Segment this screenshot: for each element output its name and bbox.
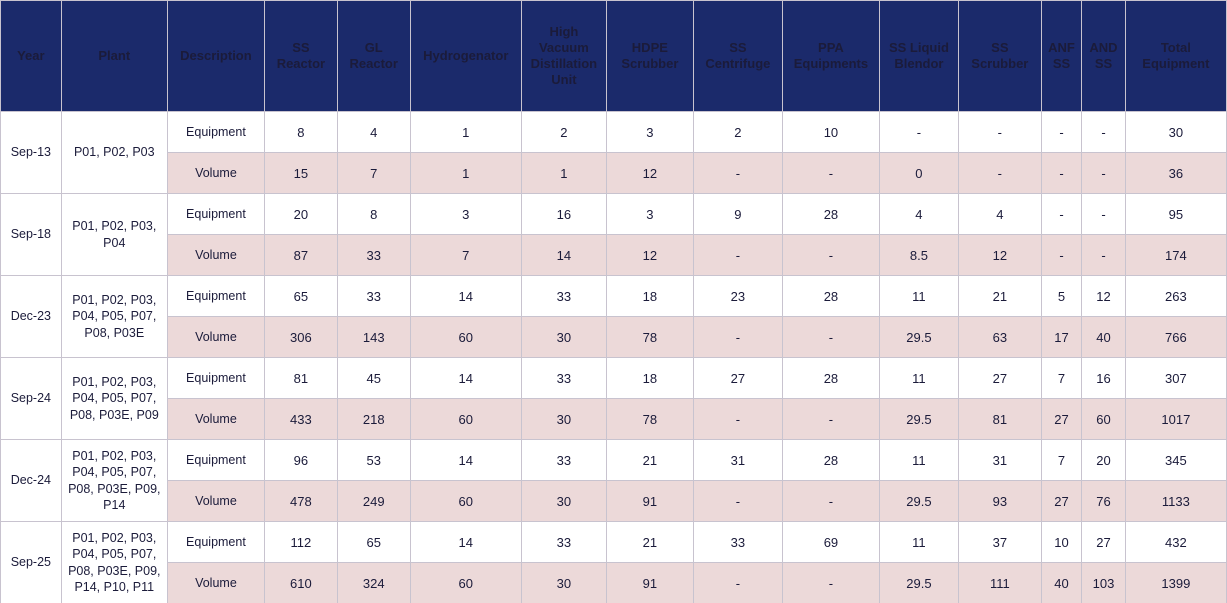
value-cell: 31 [693, 440, 782, 481]
value-cell: 45 [337, 358, 410, 399]
value-cell: 33 [521, 522, 606, 563]
value-cell: 60 [410, 317, 521, 358]
table-row [1, 235, 1227, 276]
value-cell: 14 [410, 522, 521, 563]
value-cell: 21 [958, 276, 1041, 317]
total-cell: 1399 [1125, 563, 1226, 603]
column-header-plant: Plant [61, 1, 167, 112]
value-cell: 249 [337, 481, 410, 522]
value-cell: 306 [264, 317, 337, 358]
value-cell: 11 [879, 276, 958, 317]
column-header-ss-liquid-blendor: SS Liquid Blendor [879, 1, 958, 112]
value-cell: 30 [521, 481, 606, 522]
value-cell: 112 [264, 522, 337, 563]
value-cell: 16 [521, 194, 606, 235]
value-cell: - [1041, 112, 1081, 153]
value-cell: - [958, 153, 1041, 194]
value-cell: 478 [264, 481, 337, 522]
value-cell: - [1082, 194, 1125, 235]
value-cell: 29.5 [879, 399, 958, 440]
value-cell: - [1082, 112, 1125, 153]
column-header-description: Description [167, 1, 264, 112]
value-cell: 2 [693, 112, 782, 153]
value-cell: 27 [1041, 399, 1081, 440]
value-cell: 3 [410, 194, 521, 235]
value-cell: 4 [337, 112, 410, 153]
table-row [1, 317, 1227, 358]
value-cell: 28 [782, 276, 879, 317]
description-cell: Volume [167, 563, 264, 603]
value-cell: 3 [606, 112, 693, 153]
value-cell: - [879, 112, 958, 153]
description-cell: Equipment [167, 112, 264, 153]
column-header-high-vacuum-distillation-unit: High Vacuum Distillation Unit [521, 1, 606, 112]
value-cell: 18 [606, 276, 693, 317]
value-cell: - [1041, 194, 1081, 235]
value-cell: 12 [606, 153, 693, 194]
value-cell: - [782, 235, 879, 276]
description-cell: Volume [167, 481, 264, 522]
description-cell: Equipment [167, 358, 264, 399]
value-cell: 69 [782, 522, 879, 563]
plant-cell: P01, P02, P03, P04, P05, P07, P08, P03E [61, 276, 167, 358]
value-cell: 14 [410, 276, 521, 317]
value-cell: 40 [1082, 317, 1125, 358]
value-cell: - [1041, 153, 1081, 194]
description-cell: Volume [167, 399, 264, 440]
value-cell: 1 [410, 112, 521, 153]
total-cell: 307 [1125, 358, 1226, 399]
value-cell: 103 [1082, 563, 1125, 603]
column-header-ppa-equipments: PPA Equipments [782, 1, 879, 112]
plant-cell: P01, P02, P03, P04 [61, 194, 167, 276]
column-header-ss-reactor: SS Reactor [264, 1, 337, 112]
value-cell: - [782, 317, 879, 358]
total-cell: 345 [1125, 440, 1226, 481]
value-cell: 78 [606, 317, 693, 358]
table-header [1, 1, 1227, 112]
year-cell: Dec-23 [1, 276, 62, 358]
column-header-ss-centrifuge: SS Centrifuge [693, 1, 782, 112]
value-cell: 21 [606, 440, 693, 481]
value-cell: 7 [337, 153, 410, 194]
total-cell: 1017 [1125, 399, 1226, 440]
total-cell: 95 [1125, 194, 1226, 235]
value-cell: - [1041, 235, 1081, 276]
value-cell: 96 [264, 440, 337, 481]
value-cell: - [782, 399, 879, 440]
year-cell: Dec-24 [1, 440, 62, 522]
value-cell: 33 [521, 276, 606, 317]
value-cell: 16 [1082, 358, 1125, 399]
table-body [1, 112, 1227, 603]
value-cell: 33 [337, 276, 410, 317]
column-header-ss-scrubber: SS Scrubber [958, 1, 1041, 112]
plant-cell: P01, P02, P03, P04, P05, P07, P08, P03E, P09 [61, 358, 167, 440]
value-cell: 14 [521, 235, 606, 276]
value-cell: 87 [264, 235, 337, 276]
description-cell: Equipment [167, 276, 264, 317]
value-cell: 31 [958, 440, 1041, 481]
value-cell: 7 [410, 235, 521, 276]
value-cell: 10 [1041, 522, 1081, 563]
value-cell: 10 [782, 112, 879, 153]
value-cell: - [782, 481, 879, 522]
value-cell: 0 [879, 153, 958, 194]
value-cell: 65 [337, 522, 410, 563]
value-cell: 27 [1082, 522, 1125, 563]
value-cell: 40 [1041, 563, 1081, 603]
value-cell: 78 [606, 399, 693, 440]
column-header-anf-ss: ANF SS [1041, 1, 1081, 112]
value-cell: 30 [521, 563, 606, 603]
value-cell: 29.5 [879, 563, 958, 603]
table-row [1, 522, 1227, 563]
value-cell: - [693, 481, 782, 522]
value-cell: 76 [1082, 481, 1125, 522]
value-cell: 91 [606, 481, 693, 522]
value-cell: 63 [958, 317, 1041, 358]
value-cell: 12 [606, 235, 693, 276]
value-cell: 60 [410, 563, 521, 603]
column-header-gl-reactor: GL Reactor [337, 1, 410, 112]
value-cell: 27 [958, 358, 1041, 399]
value-cell: 91 [606, 563, 693, 603]
value-cell: 20 [1082, 440, 1125, 481]
value-cell: 7 [1041, 358, 1081, 399]
value-cell: 11 [879, 522, 958, 563]
column-header-and-ss: AND SS [1082, 1, 1125, 112]
year-cell: Sep-25 [1, 522, 62, 603]
value-cell: 324 [337, 563, 410, 603]
value-cell: 12 [1082, 276, 1125, 317]
value-cell: 15 [264, 153, 337, 194]
column-header-year: Year [1, 1, 62, 112]
value-cell: - [782, 563, 879, 603]
value-cell: 9 [693, 194, 782, 235]
value-cell: - [693, 235, 782, 276]
column-header-total-equipment: Total Equipment [1125, 1, 1226, 112]
value-cell: 111 [958, 563, 1041, 603]
value-cell: 93 [958, 481, 1041, 522]
column-header-hydrogenator: Hydrogenator [410, 1, 521, 112]
table-row [1, 399, 1227, 440]
column-header-hdpe-scrubber: HDPE Scrubber [606, 1, 693, 112]
value-cell: 143 [337, 317, 410, 358]
value-cell: 28 [782, 440, 879, 481]
total-cell: 174 [1125, 235, 1226, 276]
value-cell: 33 [337, 235, 410, 276]
table-row [1, 440, 1227, 481]
value-cell: 30 [521, 317, 606, 358]
table-row [1, 276, 1227, 317]
value-cell: 14 [410, 440, 521, 481]
table-row [1, 563, 1227, 603]
value-cell: 60 [1082, 399, 1125, 440]
value-cell: - [693, 153, 782, 194]
total-cell: 36 [1125, 153, 1226, 194]
value-cell: 3 [606, 194, 693, 235]
value-cell: - [1082, 153, 1125, 194]
total-cell: 263 [1125, 276, 1226, 317]
value-cell: 33 [521, 358, 606, 399]
value-cell: 37 [958, 522, 1041, 563]
table-row [1, 358, 1227, 399]
value-cell: 29.5 [879, 317, 958, 358]
table-row [1, 194, 1227, 235]
description-cell: Volume [167, 153, 264, 194]
total-cell: 1133 [1125, 481, 1226, 522]
total-cell: 432 [1125, 522, 1226, 563]
value-cell: 4 [879, 194, 958, 235]
plant-cell: P01, P02, P03, P04, P05, P07, P08, P03E, P09, P14 [61, 440, 167, 522]
value-cell: 81 [958, 399, 1041, 440]
value-cell: 8.5 [879, 235, 958, 276]
total-cell: 766 [1125, 317, 1226, 358]
table-row [1, 153, 1227, 194]
description-cell: Volume [167, 235, 264, 276]
year-cell: Sep-13 [1, 112, 62, 194]
value-cell: 8 [337, 194, 410, 235]
value-cell: - [1082, 235, 1125, 276]
header-row [1, 1, 1227, 112]
value-cell: 17 [1041, 317, 1081, 358]
value-cell: 11 [879, 440, 958, 481]
table-row [1, 112, 1227, 153]
value-cell: 81 [264, 358, 337, 399]
value-cell: 610 [264, 563, 337, 603]
value-cell: 20 [264, 194, 337, 235]
year-cell: Sep-18 [1, 194, 62, 276]
value-cell: 5 [1041, 276, 1081, 317]
value-cell: 23 [693, 276, 782, 317]
value-cell: 14 [410, 358, 521, 399]
value-cell: 27 [1041, 481, 1081, 522]
year-cell: Sep-24 [1, 358, 62, 440]
value-cell: 28 [782, 358, 879, 399]
value-cell: 65 [264, 276, 337, 317]
value-cell: - [693, 399, 782, 440]
value-cell: 11 [879, 358, 958, 399]
value-cell: 53 [337, 440, 410, 481]
value-cell: 218 [337, 399, 410, 440]
value-cell: 28 [782, 194, 879, 235]
value-cell: 30 [521, 399, 606, 440]
plant-cell: P01, P02, P03, P04, P05, P07, P08, P03E, P09, P14, P10, P11 [61, 522, 167, 603]
value-cell: 21 [606, 522, 693, 563]
total-cell: 30 [1125, 112, 1226, 153]
description-cell: Equipment [167, 194, 264, 235]
value-cell: 433 [264, 399, 337, 440]
plant-cell: P01, P02, P03 [61, 112, 167, 194]
value-cell: - [782, 153, 879, 194]
description-cell: Equipment [167, 522, 264, 563]
value-cell: 2 [521, 112, 606, 153]
value-cell: 18 [606, 358, 693, 399]
value-cell: 1 [521, 153, 606, 194]
description-cell: Volume [167, 317, 264, 358]
value-cell: 60 [410, 481, 521, 522]
value-cell: 27 [693, 358, 782, 399]
value-cell: - [693, 317, 782, 358]
value-cell: - [693, 563, 782, 603]
value-cell: 12 [958, 235, 1041, 276]
value-cell: 7 [1041, 440, 1081, 481]
value-cell: 1 [410, 153, 521, 194]
table-row [1, 481, 1227, 522]
value-cell: 4 [958, 194, 1041, 235]
value-cell: 33 [693, 522, 782, 563]
value-cell: 33 [521, 440, 606, 481]
value-cell: - [958, 112, 1041, 153]
value-cell: 29.5 [879, 481, 958, 522]
value-cell: 60 [410, 399, 521, 440]
description-cell: Equipment [167, 440, 264, 481]
value-cell: 8 [264, 112, 337, 153]
